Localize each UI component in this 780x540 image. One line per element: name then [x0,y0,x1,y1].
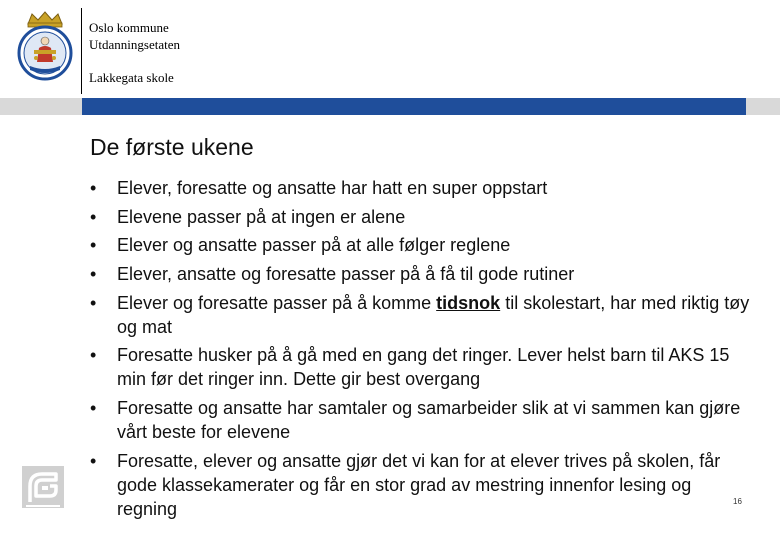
bullet-item: • Foresatte husker på å gå med en gang det ringer. Lever helst barn til AKS 15 min før det ringer inn. Dette gir best overgang [90,343,750,391]
bullet-item [90,291,750,339]
bullet-item: • Elever, foresatte og ansatte har hatt en super oppstart [90,176,750,200]
school-name: Lakkegata skole [89,70,174,85]
bullet-text: Elever og foresatte passer på å komme [117,292,437,313]
org-name: Oslo kommune [89,20,169,35]
bullet-item: • Foresatte og ansatte har samtaler og samarbeider slik at vi sammen kan gjøre vårt beste for elevene [90,396,750,444]
page-number: 16 [733,497,742,506]
bullet-item: • Elever og ansatte passer på at alle følger reglene [90,233,750,257]
emphasized-word: tidsnok [436,292,501,313]
slide-title: De første ukene [90,134,254,160]
bullet-list [90,176,750,526]
org-department: Utdanningsetaten [89,37,180,52]
header-divider [81,8,82,94]
header-band-blue [82,98,746,115]
bullet-item: • Elevene passer på at ingen er alene [90,205,750,229]
oslo-coat-of-arms-icon [16,10,74,82]
oslo-city-emblem-icon [22,466,64,508]
bullet-text: til skolestart, har med riktig tøy og mat [117,292,750,337]
bullet-item: • Elever, ansatte og foresatte passer på å få til gode rutiner [90,262,750,286]
bullet-item: • Foresatte, elever og ansatte gjør det vi kan for at elever trives på skolen, får gode klassekamerater og får en stor grad av mestring innenfor lesing og regning [90,449,750,521]
